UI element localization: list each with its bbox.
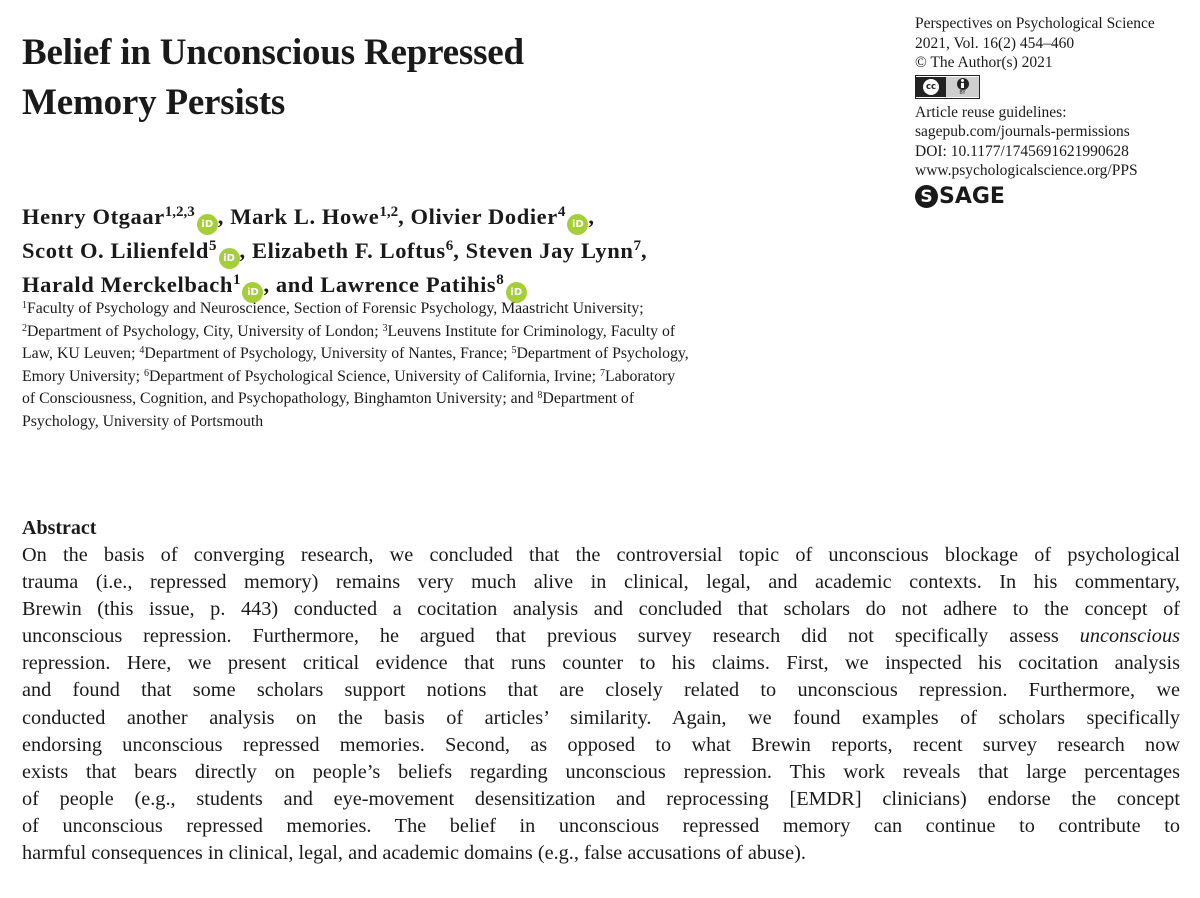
- affiliation-line: $^2$Department of Psychology, City, University of London; $^3$Leuvens Institute for Criminology, Faculty of: [22, 322, 676, 340]
- affiliation-line: Law, KU Leuven; $^4$Department of Psychology, University of Nantes, France; $^5$Department of Psychology,: [22, 345, 689, 362]
- abstract-heading: Abstract: [22, 517, 97, 539]
- reuse-link[interactable]: sagepub.com/journals-permissions: [915, 123, 1130, 140]
- abstract-line: trauma (i.e., repressed memory) remains very much alive in clinical, legal, and academic contexts. In his commentary,: [22, 571, 1180, 594]
- affiliation-line: Psychology, University of Portsmouth: [22, 412, 264, 430]
- title-line: Memory Persists: [22, 82, 286, 123]
- author-list: [22, 201, 872, 303]
- sage-s-icon: S: [915, 185, 938, 208]
- abstract-body: [22, 542, 1180, 867]
- sage-logo-text: SAGE: [939, 183, 1005, 209]
- journal-volume: 2021, Vol. 16(2) 454–460: [915, 34, 1075, 52]
- affiliation-line: Emory University; $^6$Department of Psychological Science, University of California, Irvine; $^7$Laboratory: [22, 367, 676, 385]
- cc-icon: cc: [923, 79, 939, 95]
- orcid-icon[interactable]: iD: [242, 282, 263, 303]
- abstract-line: of unconscious repressed memories. The belief in unconscious repressed memory can continue to contribute to: [22, 814, 1180, 837]
- orcid-icon[interactable]: iD: [567, 214, 588, 235]
- author-affil-sup: 8: [496, 272, 504, 288]
- reuse-label: Article reuse guidelines:: [915, 103, 1067, 121]
- sage-logo: [915, 184, 1185, 210]
- orcid-icon[interactable]: iD: [197, 214, 218, 235]
- orcid-icon[interactable]: iD: [506, 282, 527, 303]
- abstract-line: endorsing unconscious repressed memories. Second, as opposed to what Brewin reports, recent survey research now: [22, 733, 1180, 756]
- emphasis: unconscious: [1079, 625, 1180, 648]
- author-name: Olivier Dodier: [410, 204, 558, 229]
- journal-info: [915, 14, 1185, 210]
- abstract-line: repression. Here, we present critical evidence that runs counter to his claims. First, we inspected his cocitation analysis: [22, 652, 1180, 675]
- author-line: Scott O. Lilienfeld$^5$iD , Elizabeth F. Loftus$^6$, Steven Jay Lynn$^7$,: [22, 235, 872, 269]
- author-line: Harald Merckelbach$^1$iD , and Lawrence Patihis$^8$iD: [22, 269, 872, 303]
- journal-website[interactable]: www.psychologicalscience.org/PPS: [915, 162, 1138, 179]
- author-affil-sup: 6: [445, 238, 454, 254]
- author-affil-sup: 1,2,3: [164, 204, 195, 220]
- author-name: Scott O. Lilienfeld: [22, 238, 210, 263]
- author-affil-sup: 5: [209, 238, 217, 254]
- author-affil-sup: 4: [557, 204, 566, 220]
- journal-copyright: © The Author(s) 2021: [915, 54, 1053, 71]
- affiliation-line: $^1$Faculty of Psychology and Neuroscience, Section of Forensic Psychology, Maastricht University;: [22, 300, 644, 317]
- doi[interactable]: DOI: 10.1177/1745691621990628: [915, 142, 1129, 160]
- orcid-icon[interactable]: iD: [219, 248, 240, 269]
- author-name: Harald Merckelbach: [22, 272, 233, 297]
- author-affil-sup: 1,2: [379, 204, 399, 220]
- author-name: Mark L. Howe: [230, 204, 380, 229]
- cc-by-license-icon: [915, 75, 980, 99]
- author-name: Steven Jay Lynn: [465, 238, 634, 263]
- abstract-line: conducted another analysis on the basis of articles’ similarity. Again, we found examples of scholars specifically: [22, 706, 1180, 729]
- title-line: Belief in Unconscious Repressed: [22, 32, 524, 73]
- abstract-line: and found that some scholars support notions that are closely related to unconscious repression. Furthermore, we: [22, 679, 1180, 702]
- abstract-line: harmful consequences in clinical, legal, and academic domains (e.g., false accusations of abuse).: [22, 842, 806, 865]
- author-name: Elizabeth F. Loftus: [251, 238, 446, 263]
- affiliations: [22, 298, 882, 433]
- abstract-line: exists that bears directly on people’s beliefs regarding unconscious repression. This work reveals that large percentages: [22, 760, 1180, 783]
- by-label: BY: [959, 89, 966, 96]
- author-line: Henry Otgaar$^{1,2,3}$iD , Mark L. Howe$^{1,2}$, Olivier Dodier$^4$iD ,: [22, 201, 872, 235]
- abstract-line: of people (e.g., students and eye-movement desensitization and reprocessing [EMDR] clinicians) endorse the concept: [22, 787, 1180, 810]
- author-affil-sup: 7: [633, 238, 641, 254]
- article-title: [22, 28, 782, 128]
- abstract-line: unconscious repression. Furthermore, he argued that previous survey research did not specifically assess unconscious: [22, 625, 1180, 648]
- affiliation-line: of Consciousness, Cognition, and Psychopathology, Binghamton University; and $^8$Department of: [22, 390, 635, 407]
- author-name: Lawrence Patihis: [320, 272, 497, 297]
- abstract-line: Brewin (this issue, p. 443) conducted a cocitation analysis and concluded that scholars do not adhere to the concept of: [22, 598, 1180, 621]
- abstract-line: On the basis of converging research, we concluded that the controversial topic of unconscious blockage of psychological: [22, 544, 1180, 566]
- author-name: Henry Otgaar: [22, 204, 165, 229]
- attribution-icon: [957, 78, 969, 90]
- author-affil-sup: 1: [232, 272, 241, 288]
- journal-name: Perspectives on Psychological Science: [915, 15, 1155, 32]
